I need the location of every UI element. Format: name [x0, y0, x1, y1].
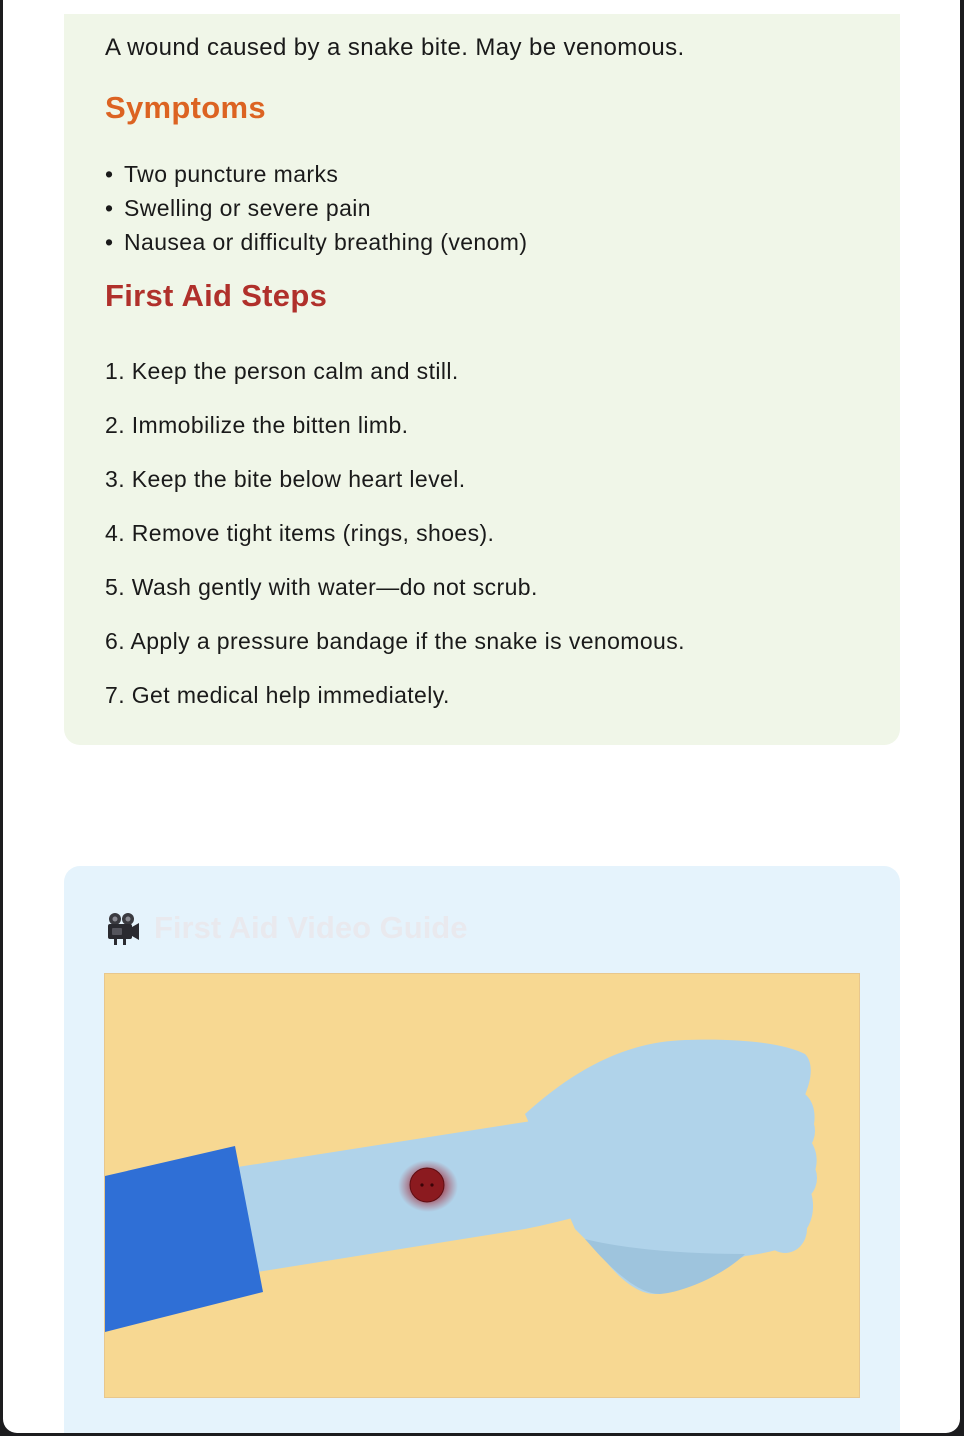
bullet: • — [105, 229, 114, 255]
step-item: 6. Apply a pressure bandage if the snake is venomous. — [105, 628, 685, 654]
first-aid-steps-heading: First Aid Steps — [105, 278, 328, 313]
bullet: • — [105, 195, 114, 221]
movie-camera-icon — [104, 910, 140, 946]
first-aid-video[interactable] — [104, 973, 860, 1398]
symptom-text: Swelling or severe pain — [124, 195, 371, 221]
symptom-item — [105, 225, 527, 259]
first-aid-steps-list — [105, 344, 685, 722]
step-item: 7. Get medical help immediately. — [105, 682, 450, 708]
symptom-item — [105, 157, 527, 191]
video-guide-title: First Aid Video Guide — [154, 910, 468, 945]
symptoms-heading: Symptoms — [105, 90, 266, 125]
step-item: 2. Immobilize the bitten limb. — [105, 412, 409, 438]
step-item: 1. Keep the person calm and still. — [105, 358, 459, 384]
sleeve — [105, 1146, 263, 1332]
snake-bite-illustration — [105, 974, 860, 1398]
video-guide-heading — [104, 910, 467, 946]
bullet: • — [105, 161, 114, 187]
video-guide-card — [64, 866, 900, 1433]
symptom-text: Nausea or difficulty breathing (venom) — [124, 229, 528, 255]
step-item: 3. Keep the bite below heart level. — [105, 466, 466, 492]
app-window — [3, 0, 960, 1433]
symptoms-list — [105, 157, 527, 259]
symptom-item — [105, 191, 527, 225]
injury-info-card — [64, 14, 900, 745]
step-item: 5. Wash gently with water—do not scrub. — [105, 574, 538, 600]
injury-description: A wound caused by a snake bite. May be venomous. — [105, 34, 685, 61]
step-item: 4. Remove tight items (rings, shoes). — [105, 520, 495, 546]
symptom-text: Two puncture marks — [124, 161, 339, 187]
